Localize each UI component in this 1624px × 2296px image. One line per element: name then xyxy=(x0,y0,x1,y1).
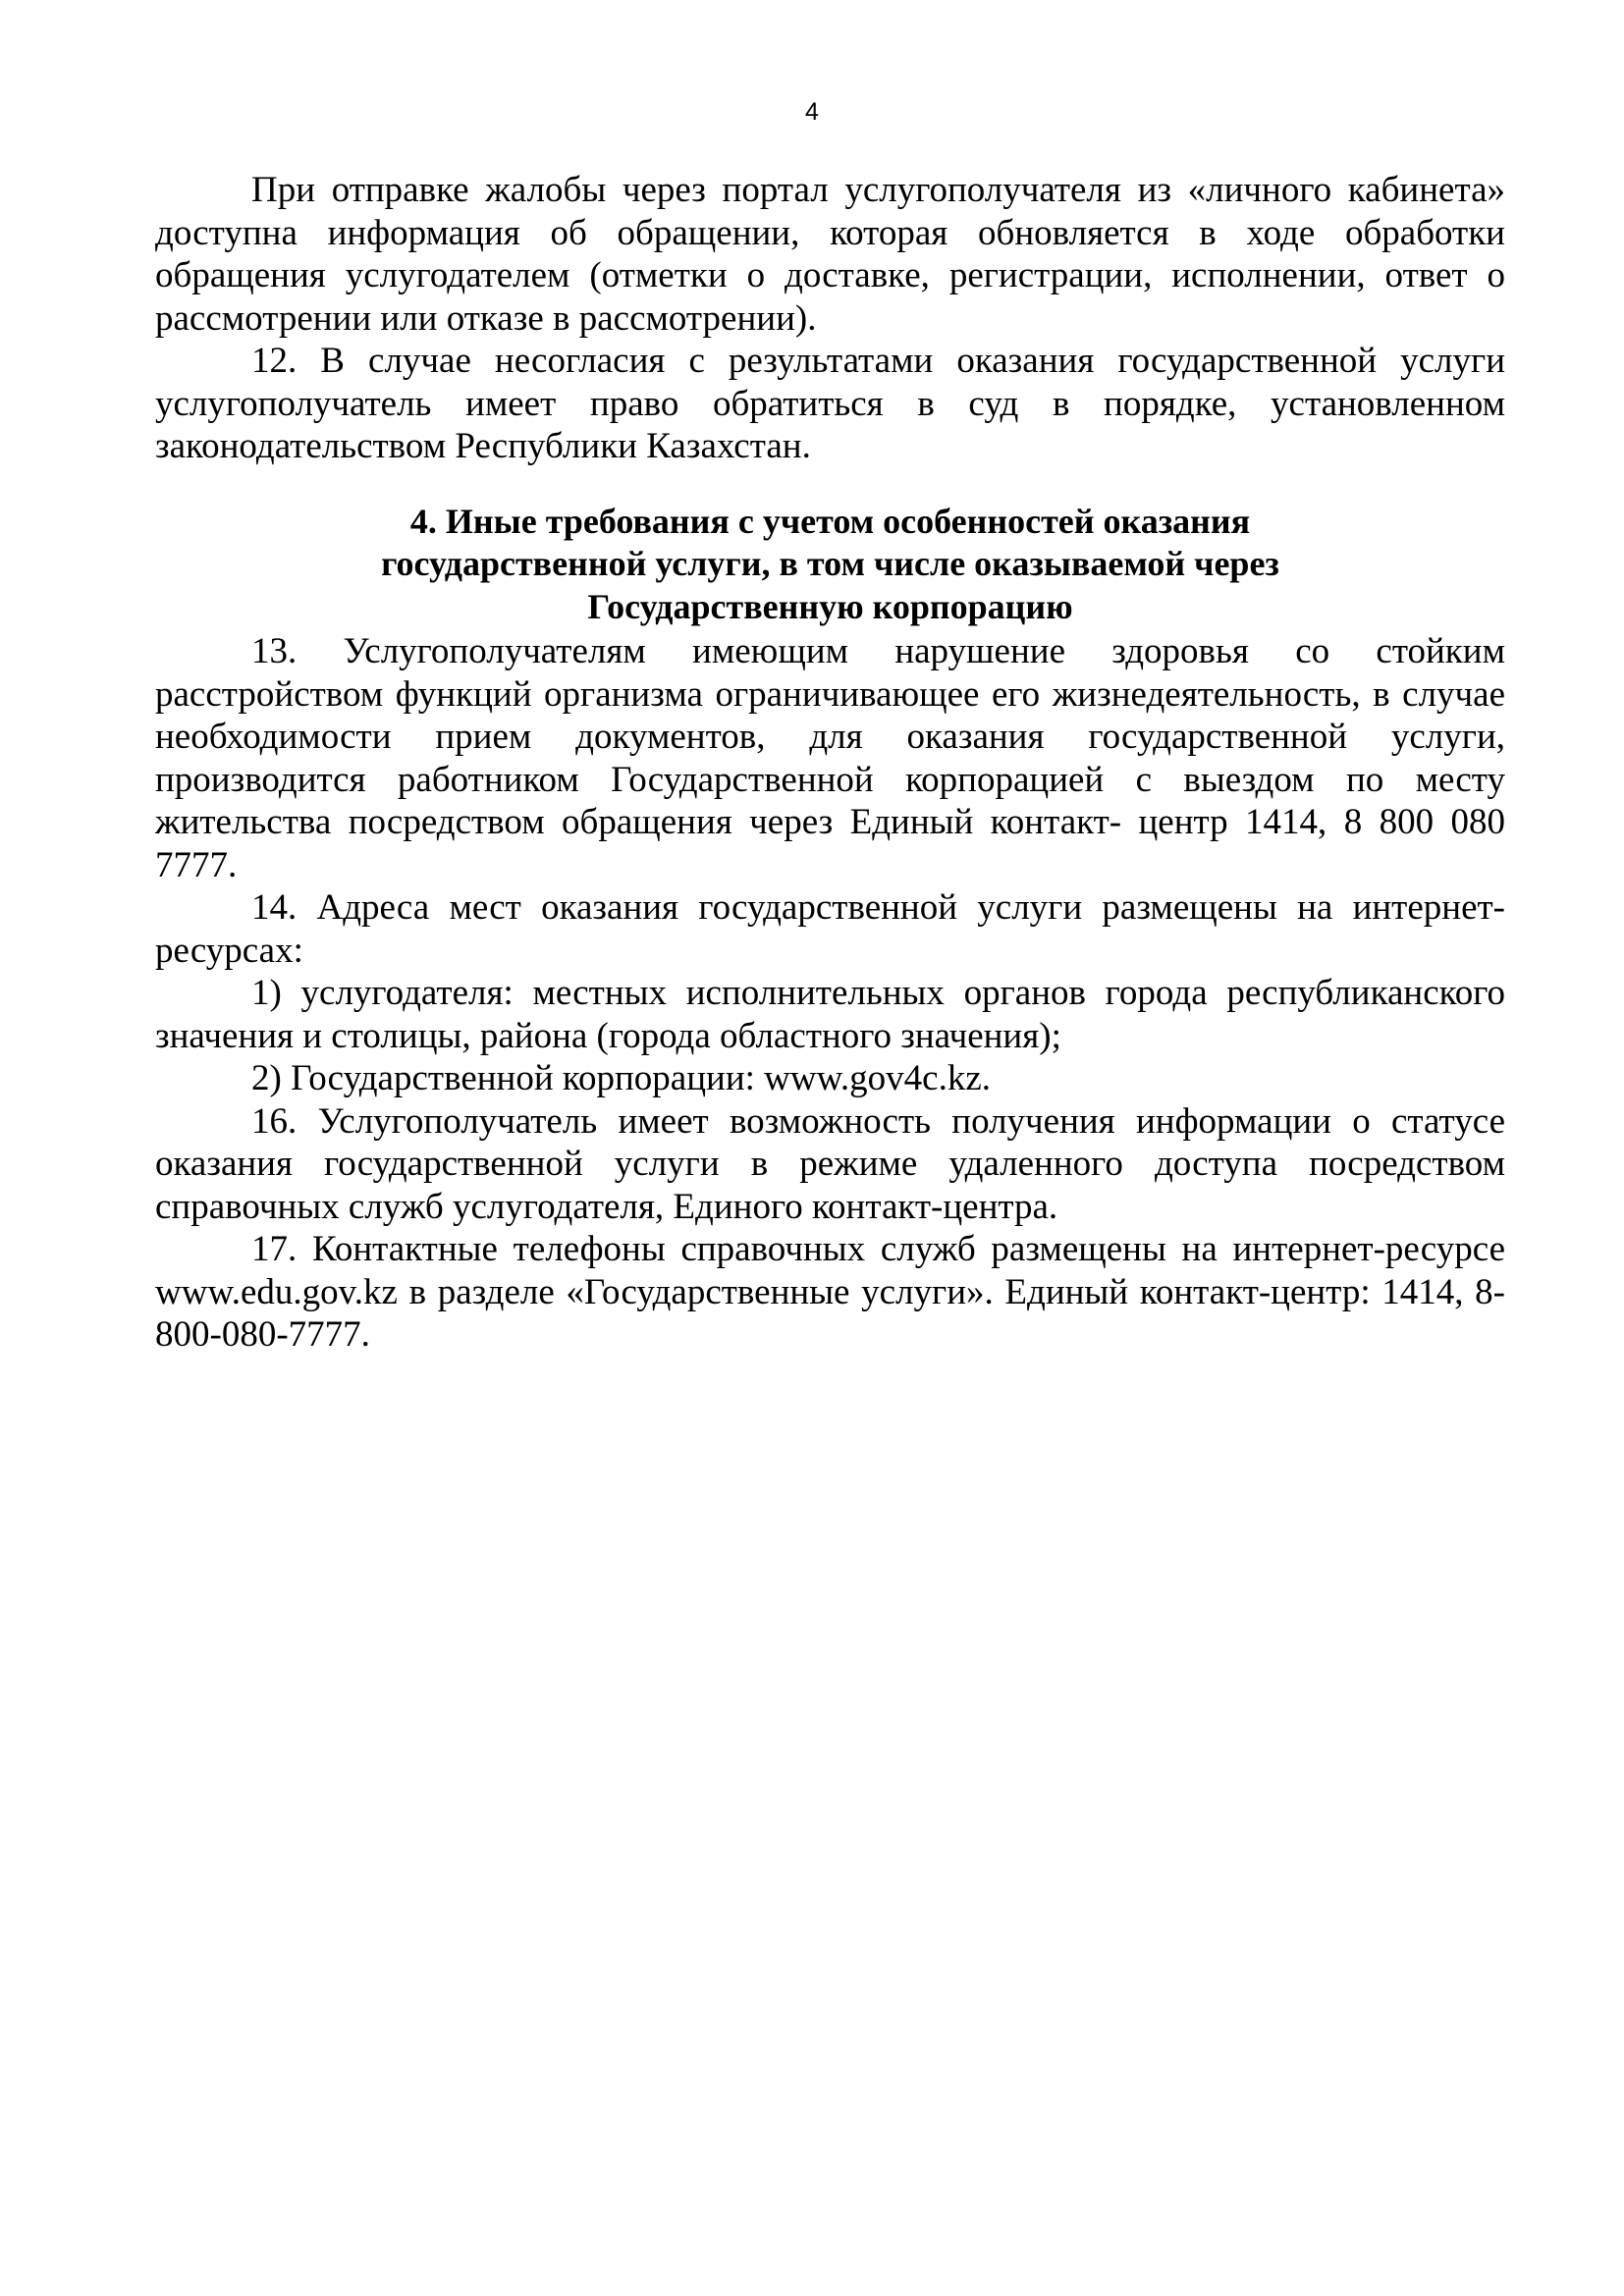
paragraph-13: 13. Услугополучателям имеющим нарушение здоровья со стойким расстройством функций организма ограничивающее его жизнедеятельность, в случае необходимости прием документов, для оказания государственной услуги, производится работником Государственной корпорацией с выездом по месту жительства посредством обращения через Единый контакт- центр 1414, 8 800 080 7777. xyxy=(155,631,1505,885)
paragraph-17: 17. Контактные телефоны справочных служб размещены на интернет-ресурсе www.edu.gov.kz в разделе «Государственные услуги». Единый контакт-центр: 1414, 8-800-080-7777. xyxy=(155,1229,1505,1355)
paragraph-12: 12. В случае несогласия с результатами оказания государственной услуги услугополучатель имеет право обратиться в суд в порядке, установленном законодательством Республики Казахстан. xyxy=(155,341,1505,466)
document-body xyxy=(155,169,1505,1357)
paragraph-14-item-1: 1) услугодателя: местных исполнительных органов города республиканского значения и столицы, района (города областного значения); xyxy=(155,973,1505,1056)
page-number: 4 xyxy=(805,98,819,126)
section-heading-line-1: 4. Иные требования с учетом особенностей оказания xyxy=(409,501,1251,541)
section-heading-line-2: государственной услуги, в том числе оказываемой через xyxy=(381,544,1279,583)
paragraph-16: 16. Услугополучатель имеет возможность получения информации о статусе оказания государственной услуги в режиме удаленного доступа посредством справочных служб услугодателя, Единого контакт-центра. xyxy=(155,1100,1505,1227)
paragraph-complaint-portal: При отправке жалобы через портал услугополучателя из «личного кабинета» доступна информация об обращении, которая обновляется в ходе обработки обращения услугодателем (отметки о доставке, регистрации, исполнении, ответ о рассмотрении или отказе в рассмотрении). xyxy=(155,170,1505,339)
section-heading-line-3: Государственную корпорацию xyxy=(587,586,1073,626)
paragraph-14: 14. Адреса мест оказания государственной услуги размещены на интернет-ресурсах: xyxy=(155,887,1505,971)
section-heading xyxy=(155,501,1505,629)
paragraph-14-item-2: 2) Государственной корпорации: www.gov4c.kz. xyxy=(251,1058,992,1098)
